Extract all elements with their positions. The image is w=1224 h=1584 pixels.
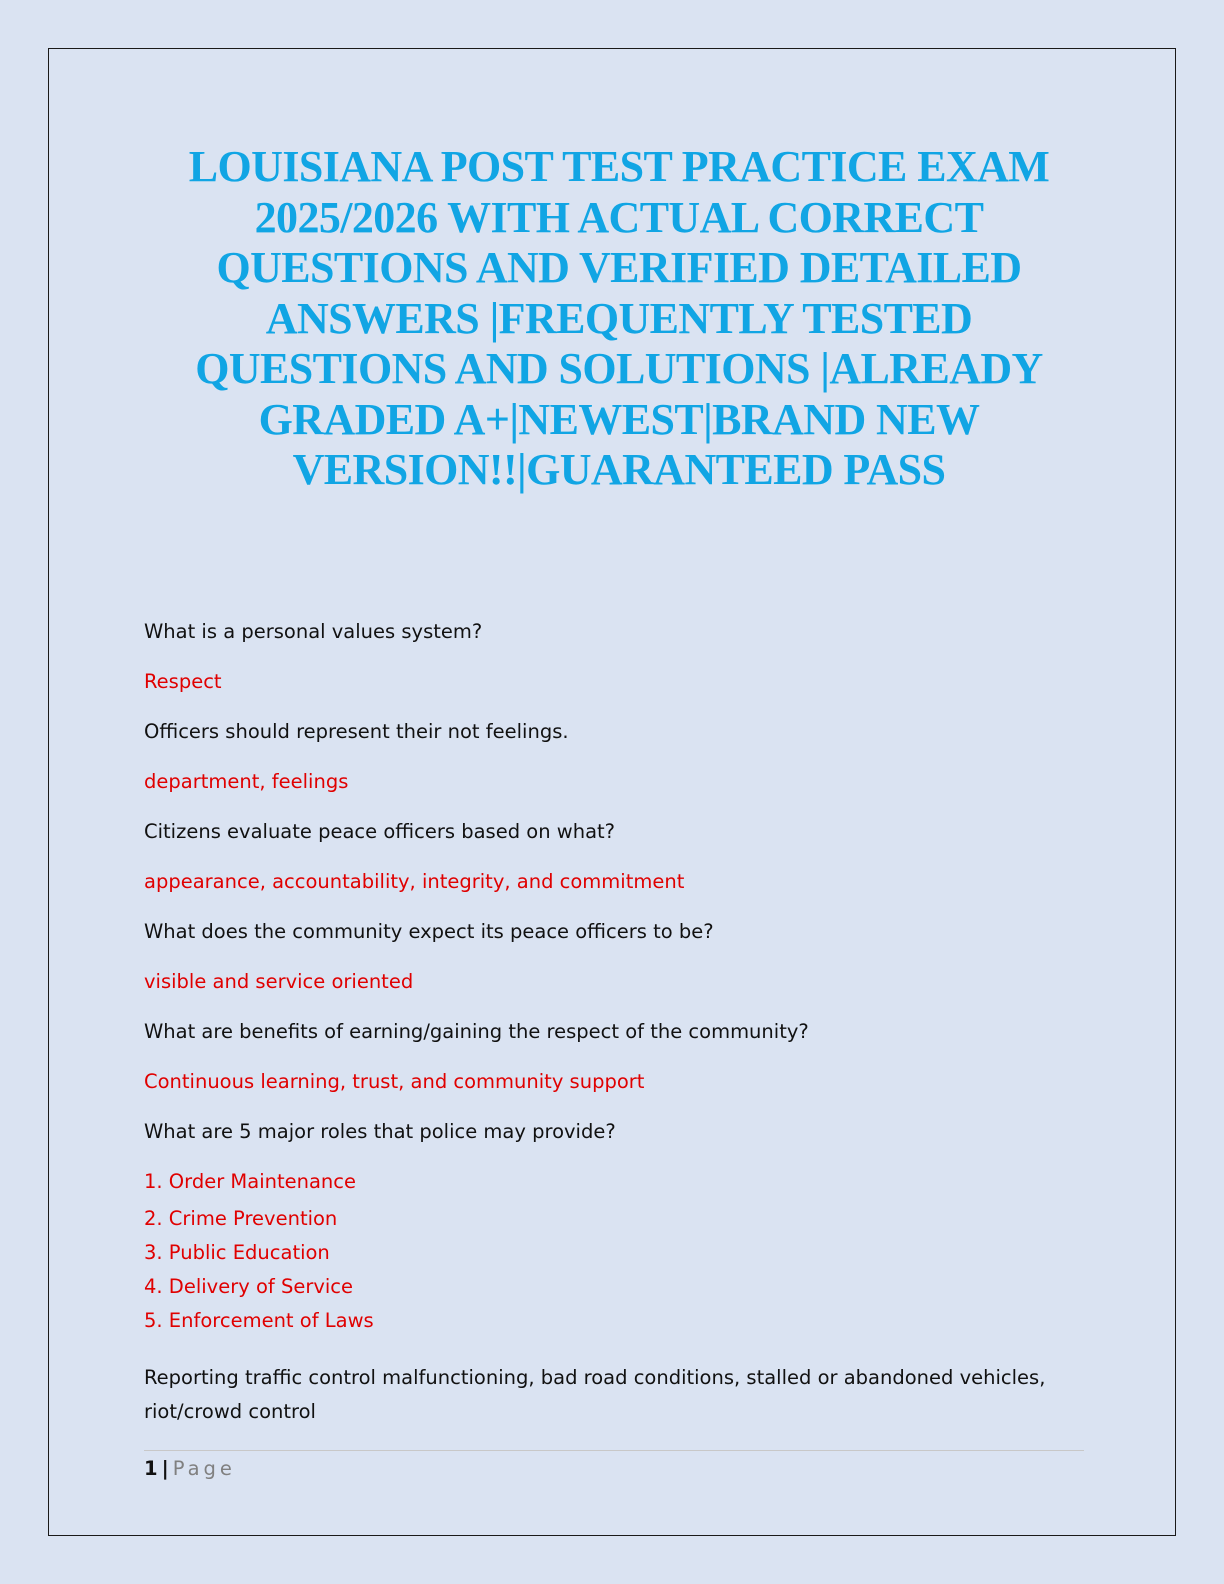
question: Citizens evaluate peace officers based on what? xyxy=(144,820,616,843)
footer-separator: | xyxy=(161,1457,169,1480)
roles-answer-list xyxy=(144,1168,1084,1338)
answer: Respect xyxy=(144,670,222,693)
roles-answer-item: 1. Order Maintenance xyxy=(144,1170,356,1193)
question: What are benefits of earning/gaining the respect of the community? xyxy=(144,1020,809,1043)
question-line: Reporting traffic control malfunctioning, bad road conditions, stalled or abandoned vehicles, xyxy=(144,1366,1046,1389)
question: What are 5 major roles that police may provide? xyxy=(144,1120,616,1143)
page-label: Page xyxy=(172,1457,236,1480)
qa-content xyxy=(144,618,1084,1429)
question: What is a personal values system? xyxy=(144,620,483,643)
page-footer xyxy=(144,1456,236,1482)
document-title: LOUISIANA POST TEST PRACTICE EXAM 2025/2026 WITH ACTUAL CORRECT QUESTIONS AND VERIFIED DETAILED ANSWERS |FREQUENTLY TESTED QUESTIONS AND SOLUTIONS |ALREADY GRADED A+|NEWEST|BRAND NEW VERSION!!|GUARANTEED PASS xyxy=(188,142,1050,494)
answer: department, feelings xyxy=(144,770,349,793)
question xyxy=(144,1361,1084,1429)
answer: Continuous learning, trust, and community support xyxy=(144,1070,645,1093)
answer: appearance, accountability, integrity, and commitment xyxy=(144,870,685,893)
roles-answer-item: 5. Enforcement of Laws xyxy=(144,1309,374,1332)
footer-divider xyxy=(144,1450,1084,1451)
question: Officers should represent their not feelings. xyxy=(144,720,569,743)
page-number: 1 xyxy=(144,1457,158,1480)
roles-answer-item: 2. Crime Prevention xyxy=(144,1207,338,1230)
question-line: riot/crowd control xyxy=(144,1400,316,1423)
roles-answer-item: 3. Public Education xyxy=(144,1241,330,1264)
roles-answer-item: 4. Delivery of Service xyxy=(144,1275,354,1298)
question: What does the community expect its peace officers to be? xyxy=(144,920,714,943)
answer: visible and service oriented xyxy=(144,970,414,993)
